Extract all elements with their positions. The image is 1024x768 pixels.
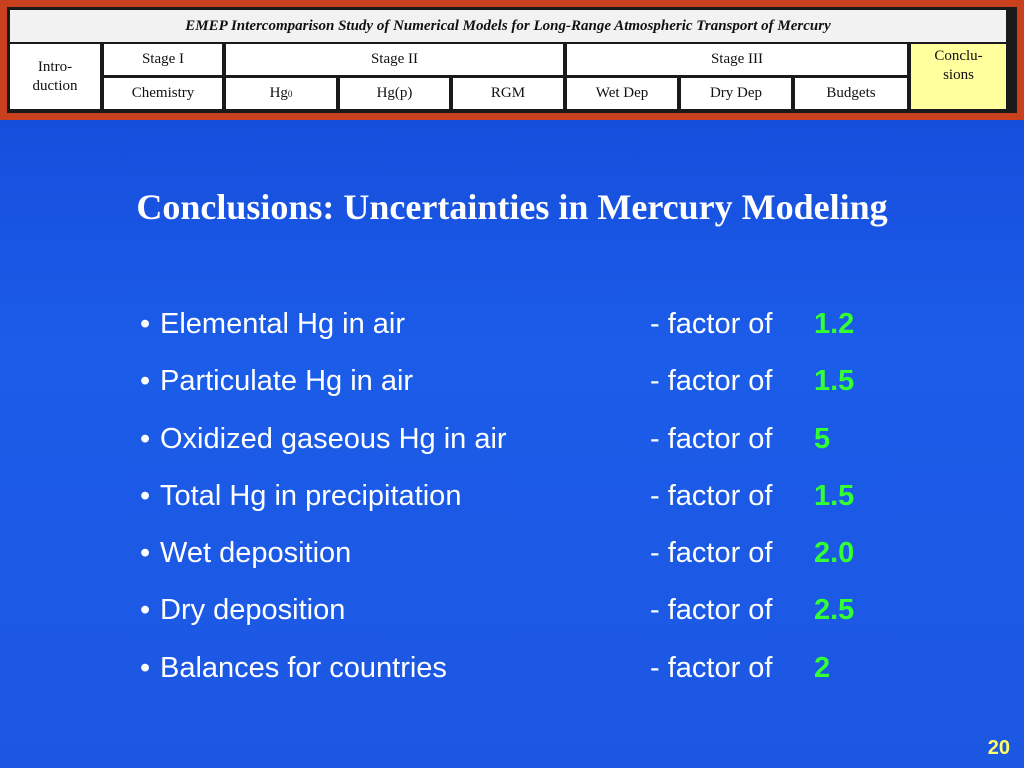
nav-budgets[interactable]: Budgets	[795, 78, 907, 109]
item-factor-value: 2	[814, 651, 831, 684]
list-item	[140, 359, 940, 416]
item-label: Balances for countries	[160, 651, 447, 684]
item-label: Particulate Hg in air	[160, 365, 414, 398]
item-factor-value: 1.2	[814, 308, 855, 340]
item-factor-text: - factor of	[650, 365, 773, 398]
item-label: Dry deposition	[160, 594, 346, 627]
item-factor-value: 5	[814, 422, 831, 455]
nav-chemistry[interactable]: Chemistry	[104, 78, 222, 109]
item-factor-text: - factor of	[650, 651, 773, 684]
nav-dry-dep[interactable]: Dry Dep	[681, 78, 791, 109]
nav-stage-3[interactable]: Stage III	[567, 44, 907, 75]
item-label: Total Hg in precipitation	[160, 479, 462, 512]
list-item	[140, 302, 940, 359]
item-factor-value: 2.0	[814, 537, 855, 570]
nav-conclusions-line1: Conclu-	[934, 48, 983, 64]
bullet: •	[140, 422, 151, 455]
item-factor-value: 2.5	[814, 594, 855, 627]
list-item	[140, 588, 940, 645]
nav-introduction[interactable]	[10, 44, 100, 109]
study-title: EMEP Intercomparison Study of Numerical Models for Long-Range Atmospheric Transport of Mercury	[10, 10, 1006, 42]
nav-stage-1[interactable]: Stage I	[104, 44, 222, 75]
item-factor-text: - factor of	[650, 422, 773, 455]
bullet: •	[140, 308, 151, 340]
list-item	[140, 417, 940, 474]
item-factor-value: 1.5	[814, 365, 855, 398]
nav-conclusions-line2: sions	[943, 66, 974, 83]
uncertainty-list	[140, 302, 940, 703]
item-label: Elemental Hg in air	[160, 308, 405, 340]
item-factor-text: - factor of	[650, 308, 773, 340]
bullet: •	[140, 594, 151, 627]
nav-wet-dep[interactable]: Wet Dep	[567, 78, 677, 109]
item-label: Wet deposition	[160, 537, 352, 570]
bullet: •	[140, 651, 151, 684]
bullet: •	[140, 479, 151, 512]
nav-introduction-line1: Intro-	[37, 58, 73, 75]
nav-hg0-base: Hg	[269, 85, 288, 102]
nav-rgm[interactable]: RGM	[453, 78, 563, 109]
navigation-table	[7, 7, 1017, 113]
nav-stage-2[interactable]: Stage II	[226, 44, 563, 75]
nav-hg-p[interactable]: Hg(p)	[340, 78, 449, 109]
bullet: •	[140, 537, 151, 570]
slide-title: Conclusions: Uncertainties in Mercury Modeling	[136, 187, 888, 227]
nav-conclusions[interactable]	[911, 44, 1006, 109]
nav-introduction-line2: duction	[32, 77, 78, 94]
item-factor-text: - factor of	[650, 594, 773, 627]
item-factor-text: - factor of	[650, 537, 773, 570]
navigation-frame	[0, 0, 1024, 120]
bullet: •	[140, 365, 151, 398]
item-label: Oxidized gaseous Hg in air	[160, 422, 507, 455]
list-item	[140, 646, 940, 703]
page-number: 20	[987, 737, 1010, 759]
nav-hg0[interactable]: Hg 0	[226, 78, 336, 109]
list-item	[140, 474, 940, 531]
item-factor-value: 1.5	[814, 479, 855, 512]
list-item	[140, 531, 940, 588]
item-factor-text: - factor of	[650, 479, 773, 512]
